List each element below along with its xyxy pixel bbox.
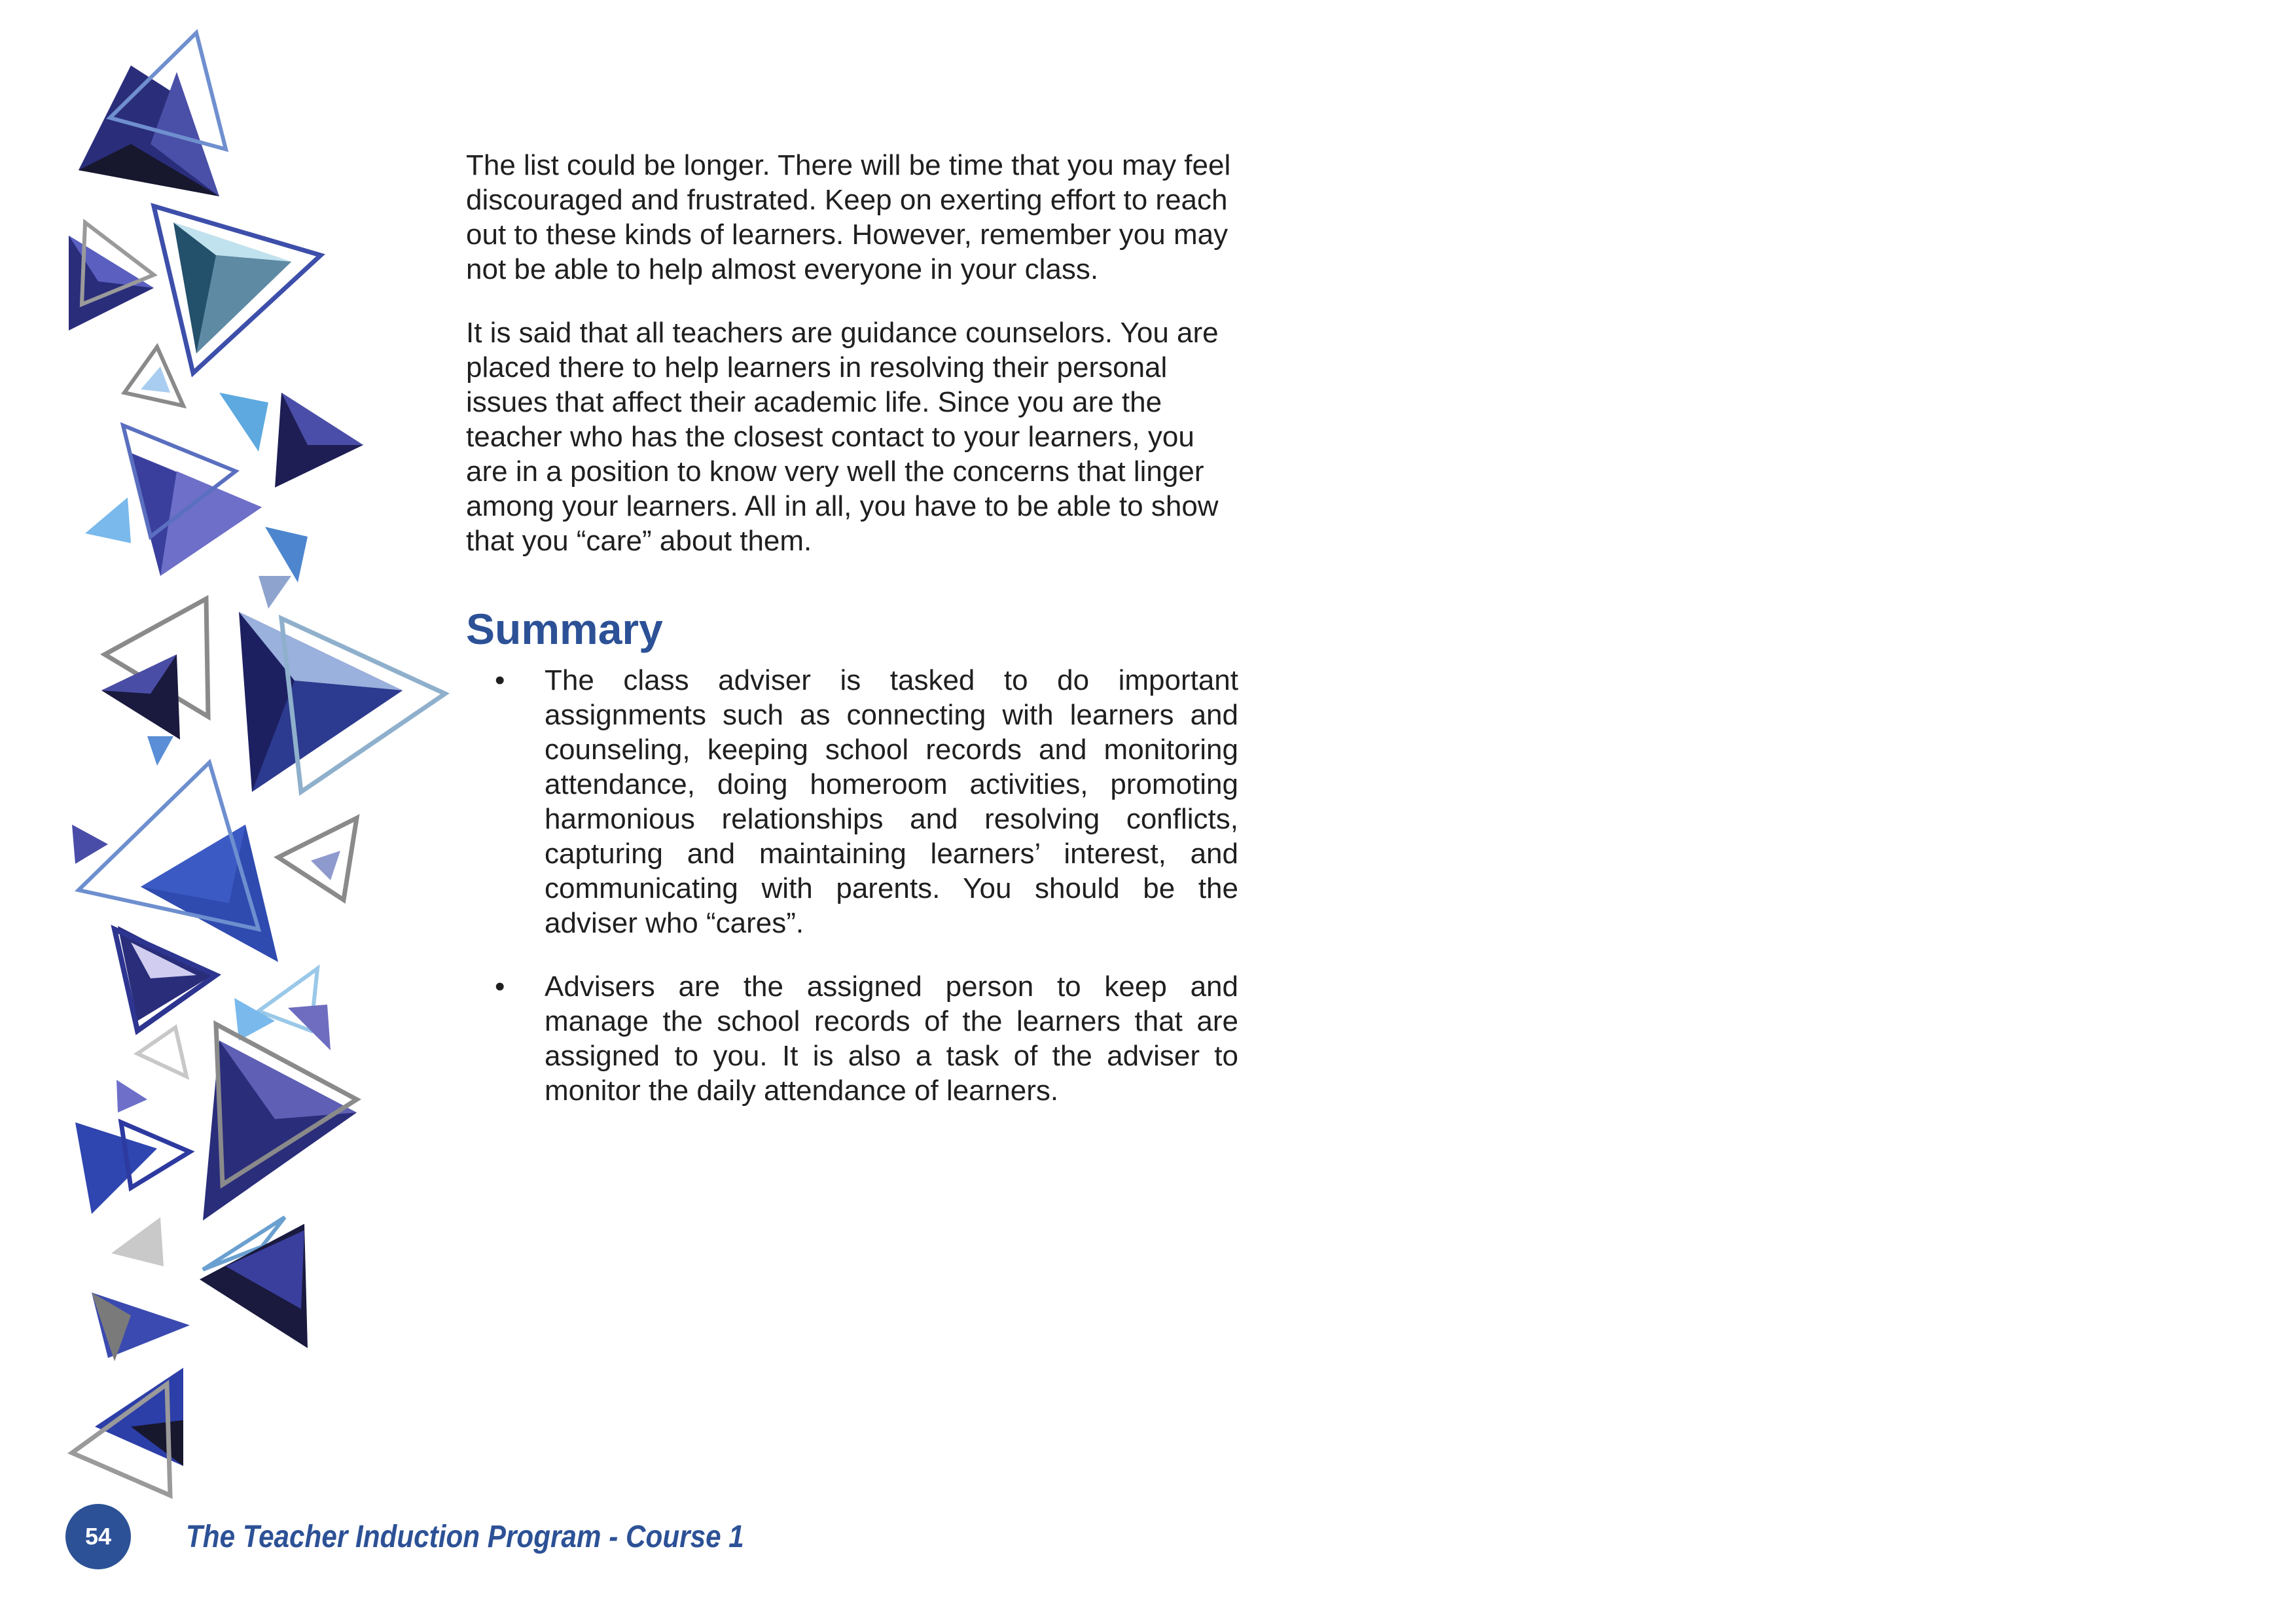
page-number: 54 <box>65 1504 131 1569</box>
summary-heading: Summary <box>466 605 663 653</box>
triangle-shape <box>117 1080 147 1113</box>
triangle-shape <box>265 527 308 582</box>
body-paragraph: The list could be longer. There will be time that you may feel discouraged and frustrated. Keep on exerting effort to reach out to these kinds of learners. However, remember you may not be able to help almost everyone in your class. <box>466 149 1231 285</box>
footer-title: The Teacher Induction Program - Course 1 <box>186 1519 744 1554</box>
list-item <box>466 663 1238 940</box>
triangle-outline <box>137 1027 187 1077</box>
summary-list <box>466 663 1238 1108</box>
triangle-shape <box>160 471 262 576</box>
list-item <box>466 969 1238 1108</box>
bullet-icon: • <box>495 971 505 1003</box>
body-paragraph: It is said that all teachers are guidance counselors. You are placed there to help learners in resolving their personal issues that affect their academic life. Since you are the teacher who has the closest contact to your learners, you are in a position to know very well the concerns that linger among your learners. All in all, you have to be able to show that you “care” about them. <box>466 317 1219 557</box>
triangle-shape <box>311 851 340 880</box>
page-footer <box>65 1504 820 1569</box>
triangle-shape <box>72 825 108 864</box>
decorative-triangles <box>0 0 471 1518</box>
bullet-icon: • <box>495 664 505 696</box>
list-item-text: The class adviser is tasked to do important assignments such as connecting with learners and counseling, keeping school records and monitoring attendance, doing homeroom activities, promoting harmonious relationships and resolving conflicts, capturing and maintaining learners’ interest, and communicating with parents. You should be the adviser who “cares”. <box>545 664 1238 939</box>
main-content <box>466 148 1238 1137</box>
list-item-text: Advisers are the assigned person to keep and manage the school records of the learners that are assigned to you. It is also a task of the adviser to monitor the daily attendance of learners. <box>545 971 1238 1107</box>
triangle-shape <box>203 1041 357 1221</box>
triangle-shape <box>259 576 291 609</box>
triangle-shape <box>111 1217 164 1266</box>
triangle-shape <box>288 1005 331 1050</box>
triangle-shape <box>219 393 268 452</box>
triangle-shape <box>85 497 131 543</box>
triangle-shape <box>75 1122 157 1214</box>
triangle-shape <box>147 736 173 766</box>
